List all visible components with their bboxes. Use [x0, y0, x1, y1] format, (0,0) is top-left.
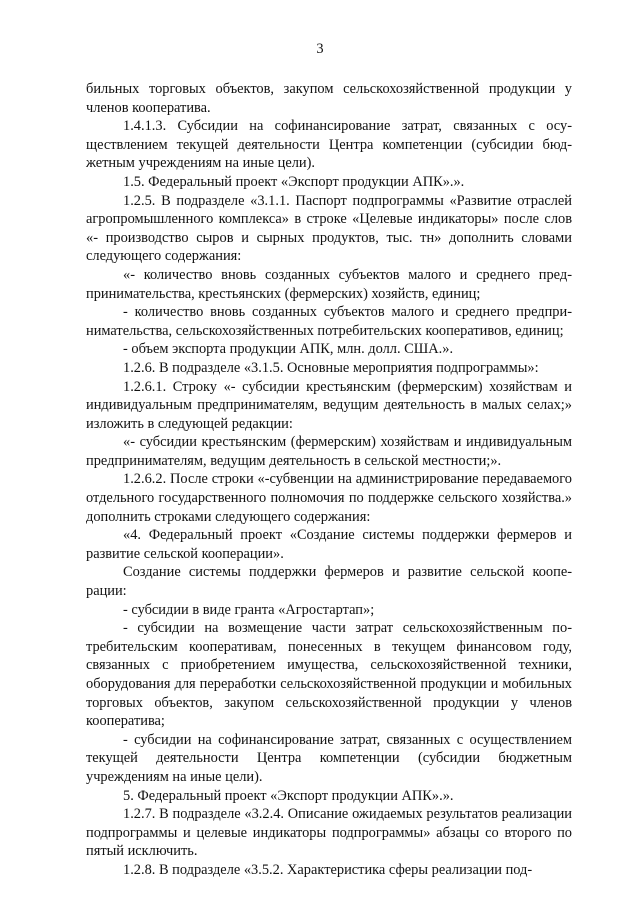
paragraph: 5. Федеральный проект «Экспорт продукции АПК».». — [123, 787, 454, 804]
document-body — [86, 80, 572, 880]
paragraph: - субсидии на возмещение части затрат сельскохозяйственным потребительским кооперативам, понесенных в текущем финансовом году, связанных с приобретением имущества, сельскохозяйственной техники, оборудования для переработки сельскохозяйственной продукции и мобильных торговых объектов, закупом сельскохозяйственной продукции у членов кооператива; — [86, 620, 572, 730]
paragraph: - субсидии на софинансирование затрат, связанных с осуществлением текущей деятельности Центра компетенции (субсидии бюджетным учреждениям на иные цели). — [86, 731, 572, 785]
paragraph: «- количество вновь созданных субъектов малого и среднего предпринимательства, крестьянских (фермерских) хозяйств, единиц; — [86, 266, 572, 302]
paragraph: 1.2.8. В подразделе «3.5.2. Характеристика сферы реализации под- — [123, 861, 533, 878]
paragraph: - объем экспорта продукции АПК, млн. долл. США.». — [123, 341, 454, 358]
paragraph: 1.2.6.2. После строки «-субвенции на администрирование передаваемого отдельного государственного полномочия по поддержке сельского хозяйства.» дополнить строками следующего содержания: — [86, 471, 572, 525]
paragraph: 1.2.6.1. Строку «- субсидии крестьянским (фермерским) хозяйствам и индивидуальным предпринимателям, ведущим деятельность в малых селах;» изложить в следующей редакции: — [86, 378, 572, 432]
paragraph: «4. Федеральный проект «Создание системы поддержки фермеров и развитие сельской кооперации». — [86, 527, 572, 562]
paragraph: - количество вновь созданных субъектов малого и среднего предпринимательства, сельскохозяйственных потребительских кооперативов, единиц; — [86, 304, 572, 339]
paragraph: Создание системы поддержки фермеров и развитие сельской кооперации: — [86, 564, 572, 600]
paragraph: 1.5. Федеральный проект «Экспорт продукции АПК».». — [123, 173, 465, 190]
paragraph: - субсидии в виде гранта «Агростартап»; — [123, 601, 375, 618]
page-number: 3 — [316, 41, 324, 57]
paragraph: «- субсидии крестьянским (фермерским) хозяйствам и индивидуальным предпринимателям, ведущим деятельность в сельской местности;». — [86, 434, 572, 469]
paragraph: 1.2.6. В подразделе «3.1.5. Основные мероприятия подпрограммы»: — [123, 359, 539, 376]
paragraph: 1.4.1.3. Субсидии на софинансирование затрат, связанных с осуществлением текущей деятельности Центра компетенции (субсидии бюджетным учреждениям на иные цели). — [86, 118, 572, 172]
paragraph: бильных торговых объектов, закупом сельскохозяйственной продукции у членов кооператива. — [86, 81, 572, 116]
paragraph: 1.2.5. В подразделе «3.1.1. Паспорт подпрограммы «Развитие отраслей агропромышленного комплекса» в строке «Целевые индикаторы» после слов «- производство сыров и сырных продуктов, тыс. тн» дополнить словами следующего содержания: — [86, 192, 572, 265]
paragraph: 1.2.7. В подразделе «3.2.4. Описание ожидаемых результатов реализации подпрограммы и целевые индикаторы подпрограммы» абзацы со второго по пятый исключить. — [86, 806, 572, 860]
